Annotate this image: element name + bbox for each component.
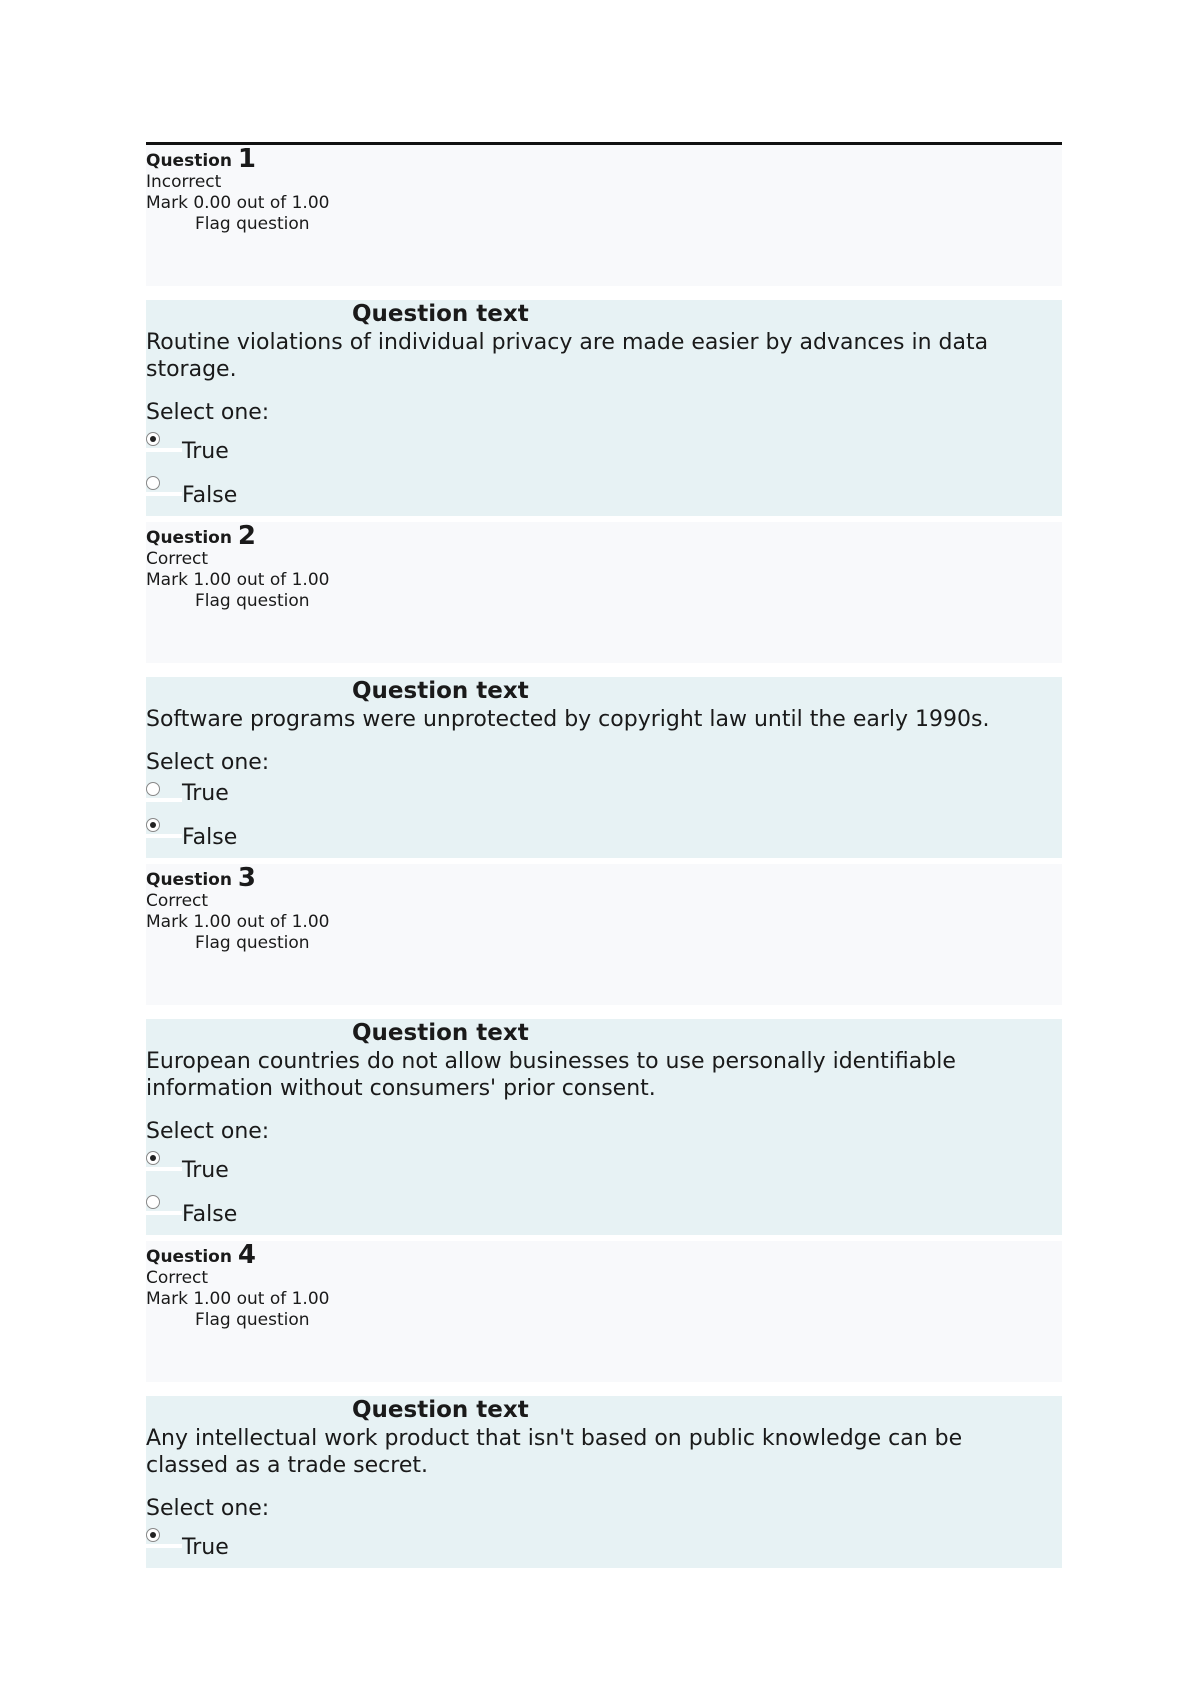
- question-text-heading: Question text: [352, 1020, 529, 1046]
- question-content: [146, 1019, 1062, 1235]
- question-number: [146, 144, 1062, 174]
- radio-underline: [146, 1211, 182, 1215]
- question-number-value: 4: [237, 1240, 256, 1270]
- question-text-heading: Question text: [352, 1397, 529, 1423]
- answer-option-true[interactable]: [146, 426, 1062, 470]
- answer-option-true[interactable]: [146, 1522, 1062, 1566]
- question-grade: Mark 1.00 out of 1.00: [146, 1289, 330, 1309]
- radio-selected-icon[interactable]: [146, 1151, 160, 1165]
- answer-option-label: False: [182, 483, 238, 508]
- question-2: [146, 522, 1062, 858]
- question-info: [146, 864, 1062, 1005]
- select-one-prompt: Select one:: [146, 1496, 270, 1521]
- radio-underline: [146, 492, 182, 496]
- question-number-value: 1: [237, 144, 256, 174]
- answer-option-label: True: [182, 1158, 229, 1183]
- question-info: [146, 1241, 1062, 1382]
- flag-question-link[interactable]: Flag question: [195, 591, 310, 611]
- select-one-prompt: Select one:: [146, 750, 270, 775]
- question-label: Question: [146, 151, 232, 171]
- answer-options: [146, 1522, 1062, 1566]
- question-state: Correct: [146, 549, 209, 569]
- answer-option-label: False: [182, 825, 238, 850]
- question-label: Question: [146, 1247, 232, 1267]
- question-content: [146, 677, 1062, 858]
- radio-underline: [146, 834, 182, 838]
- question-number: [146, 521, 1062, 551]
- answer-option-false[interactable]: [146, 470, 1062, 514]
- question-content: [146, 300, 1062, 516]
- question-1: [146, 145, 1062, 516]
- answer-option-true[interactable]: [146, 1145, 1062, 1189]
- quiz-review-page: [146, 142, 1062, 1568]
- question-state: Incorrect: [146, 172, 222, 192]
- question-3: [146, 864, 1062, 1235]
- question-number: [146, 863, 1062, 893]
- answer-option-label: True: [182, 781, 229, 806]
- question-number: [146, 1240, 1062, 1270]
- question-text-heading: Question text: [352, 301, 529, 327]
- radio-selected-icon[interactable]: [146, 1528, 160, 1542]
- radio-underline: [146, 448, 182, 452]
- question-state: Correct: [146, 891, 209, 911]
- radio-selected-icon[interactable]: [146, 432, 160, 446]
- question-label: Question: [146, 870, 232, 890]
- question-number-value: 3: [237, 863, 256, 893]
- answer-option-label: True: [182, 439, 229, 464]
- answer-option-false[interactable]: [146, 1189, 1062, 1233]
- question-grade: Mark 1.00 out of 1.00: [146, 570, 330, 590]
- answer-options: [146, 776, 1062, 856]
- select-one-prompt: Select one:: [146, 1119, 270, 1144]
- flag-question-link[interactable]: Flag question: [195, 933, 310, 953]
- flag-question-link[interactable]: Flag question: [195, 1310, 310, 1330]
- answer-option-label: True: [182, 1535, 229, 1560]
- radio-underline: [146, 1167, 182, 1171]
- answer-option-label: False: [182, 1202, 238, 1227]
- question-info: [146, 522, 1062, 663]
- answer-option-true[interactable]: [146, 776, 1062, 812]
- question-grade: Mark 1.00 out of 1.00: [146, 912, 330, 932]
- radio-unselected-icon[interactable]: [146, 476, 160, 490]
- question-content: [146, 1396, 1062, 1568]
- radio-unselected-icon[interactable]: [146, 782, 160, 796]
- answer-options: [146, 1145, 1062, 1233]
- question-text: Routine violations of individual privacy are made easier by advances in data storage.: [146, 330, 989, 382]
- radio-selected-icon[interactable]: [146, 818, 160, 832]
- question-text-heading: Question text: [352, 678, 529, 704]
- radio-unselected-icon[interactable]: [146, 1195, 160, 1209]
- flag-question-link[interactable]: Flag question: [195, 214, 310, 234]
- select-one-prompt: Select one:: [146, 400, 270, 425]
- radio-underline: [146, 1544, 182, 1548]
- question-grade: Mark 0.00 out of 1.00: [146, 193, 330, 213]
- question-text: European countries do not allow businesses to use personally identifiable information without consumers' prior consent.: [146, 1049, 956, 1101]
- question-info: [146, 145, 1062, 286]
- radio-underline: [146, 798, 182, 802]
- answer-option-false[interactable]: [146, 812, 1062, 856]
- answer-options: [146, 426, 1062, 514]
- question-4: [146, 1241, 1062, 1568]
- question-number-value: 2: [237, 521, 256, 551]
- question-text: Software programs were unprotected by copyright law until the early 1990s.: [146, 707, 990, 732]
- question-state: Correct: [146, 1268, 209, 1288]
- question-text: Any intellectual work product that isn't based on public knowledge can be classed as a trade secret.: [146, 1426, 963, 1478]
- question-label: Question: [146, 528, 232, 548]
